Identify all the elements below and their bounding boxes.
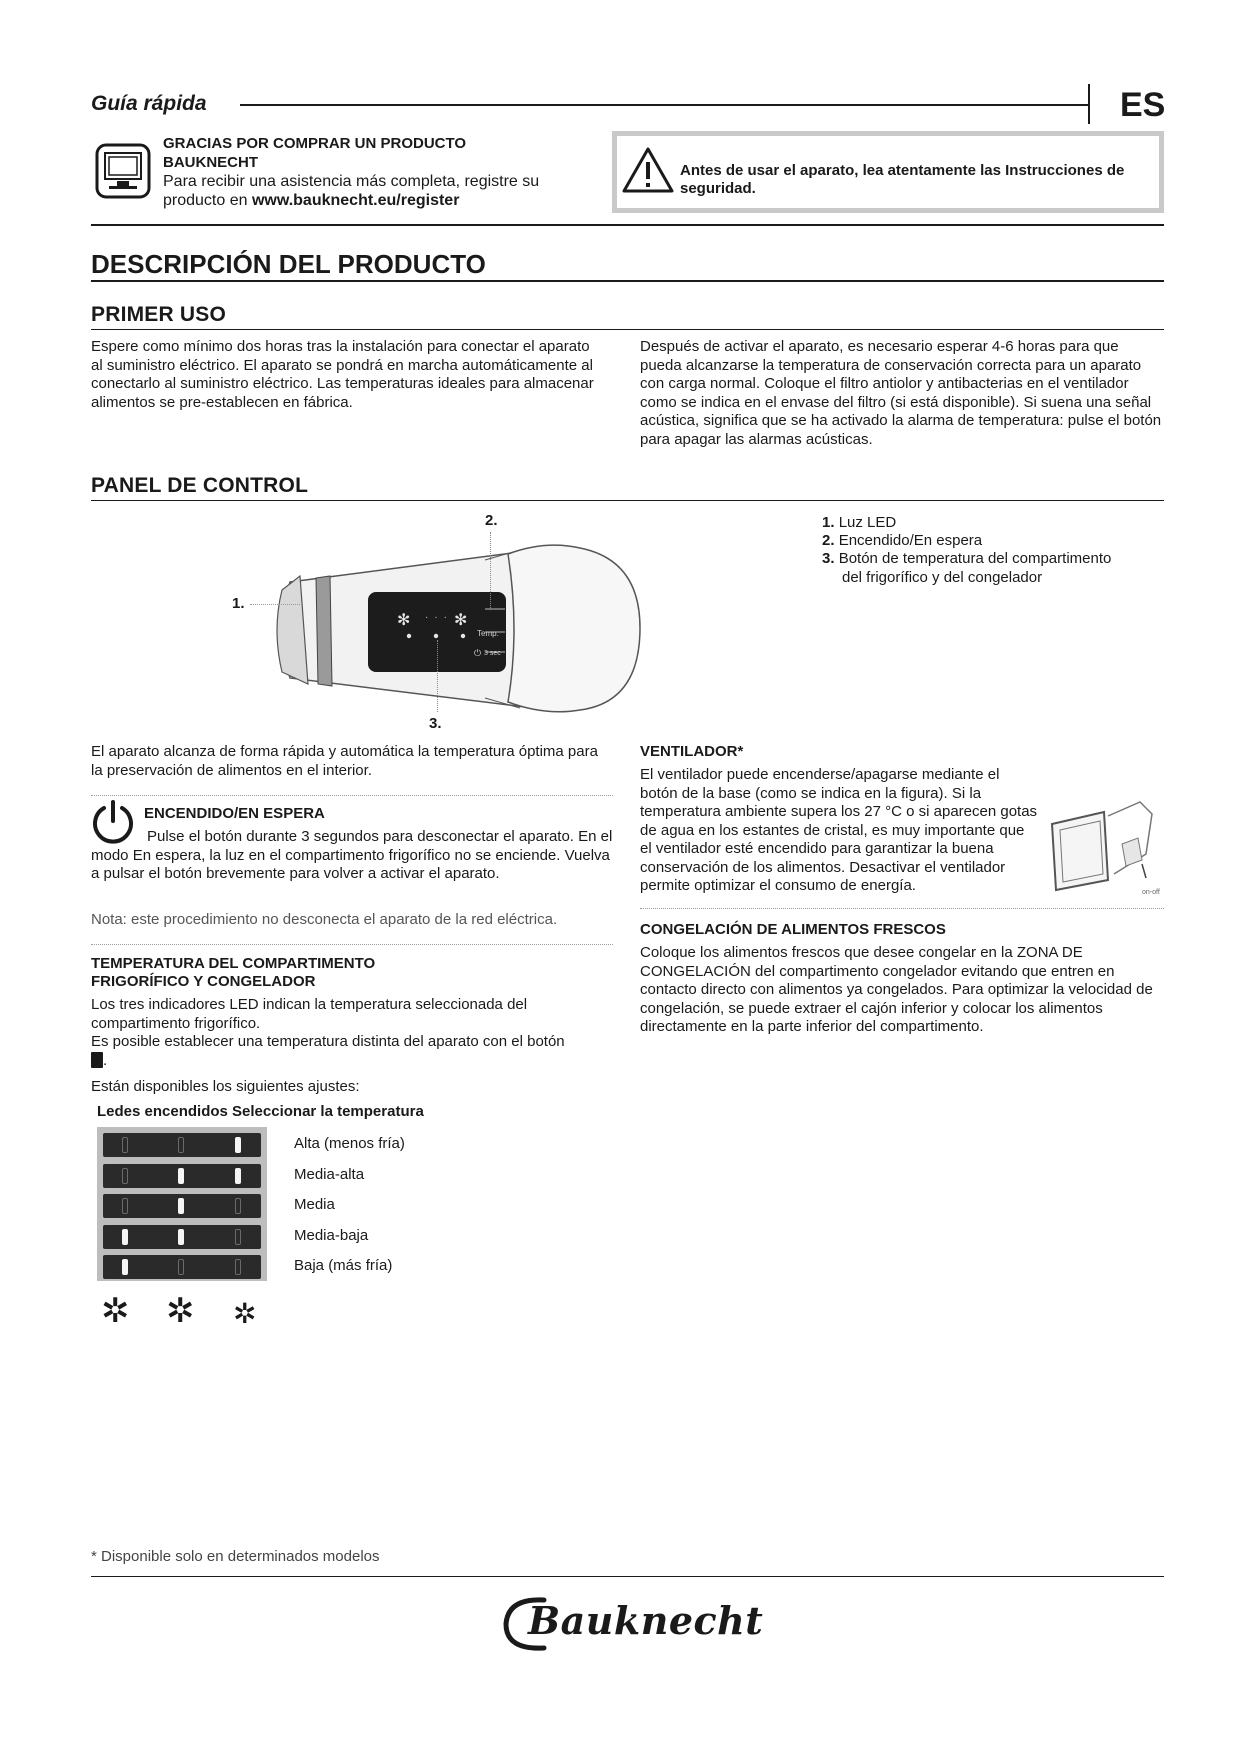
legend-item-2 bbox=[822, 532, 1122, 551]
legend-item-3 bbox=[822, 550, 1132, 587]
led-row bbox=[103, 1164, 261, 1188]
callout-3: 3. bbox=[429, 715, 442, 732]
led-off bbox=[122, 1198, 128, 1214]
footer-rule bbox=[91, 1576, 1164, 1577]
levels-table-header: Ledes encendidos Seleccionar la temperatura bbox=[97, 1103, 424, 1120]
led-row bbox=[103, 1255, 261, 1279]
led-on bbox=[178, 1198, 184, 1214]
led-row bbox=[103, 1194, 261, 1218]
fan-text bbox=[640, 766, 1164, 904]
temp-button-icon bbox=[91, 1052, 103, 1068]
snowflake-icon-medium: ✲ bbox=[166, 1292, 195, 1330]
standby-title: ENCENDIDO/EN ESPERA bbox=[144, 805, 325, 822]
product-description-rule bbox=[91, 280, 1164, 282]
brand-wordmark: Bauknecht bbox=[528, 1598, 764, 1643]
product-description-title: DESCRIPCIÓN DEL PRODUCTO bbox=[91, 249, 486, 279]
control-panel-intro: El aparato alcanza de forma rápida y automática la temperatura óptima para la preservación de alimentos en el interior. bbox=[91, 743, 598, 779]
thanks-text bbox=[163, 172, 553, 210]
temperature-level-label: Baja (más fría) bbox=[294, 1257, 393, 1274]
legend-text-1: Luz LED bbox=[838, 514, 897, 531]
fan-title: VENTILADOR* bbox=[640, 743, 744, 760]
callout-2-leader bbox=[490, 532, 491, 610]
led-off bbox=[178, 1137, 184, 1153]
led-off bbox=[122, 1137, 128, 1153]
warning-text: Antes de usar el aparato, lea atentamente las Instrucciones de seguridad. bbox=[680, 162, 1125, 197]
standby-separator bbox=[91, 944, 613, 945]
temperature-level-label: Media-baja bbox=[294, 1226, 369, 1244]
temperature-level-label: Alta (menos fría) bbox=[294, 1135, 405, 1152]
legend-text-2: Encendido/En espera bbox=[838, 532, 983, 549]
led-off bbox=[235, 1229, 241, 1245]
control-panel-rule bbox=[91, 500, 1164, 501]
temperature-level-label: Media bbox=[294, 1196, 335, 1213]
snowflake-icon-small: ✲ bbox=[233, 1298, 257, 1329]
temperature-text3: Están disponibles los siguientes ajustes: bbox=[91, 1078, 360, 1095]
temperature-text1: Los tres indicadores LED indican la temperatura seleccionada del compartimento frigorífico. bbox=[91, 996, 528, 1032]
legend-num-3: 3. bbox=[822, 550, 835, 567]
standby-text: Pulse el botón durante 3 segundos para desconectar el aparato. En el modo En espera, la luz en el compartimento frigorífico no se enciende. Vuelva a pulsar el botón brevemente para volver a activar el aparato. bbox=[91, 828, 613, 882]
legend-num-1: 1. bbox=[822, 514, 835, 531]
register-link[interactable]: www.bauknecht.eu/register bbox=[251, 192, 460, 209]
control-panel-title: PANEL DE CONTROL bbox=[91, 474, 309, 497]
first-use-rule bbox=[91, 329, 1164, 330]
header-bottom-rule bbox=[91, 224, 1164, 226]
led-row bbox=[103, 1133, 261, 1157]
first-use-col1: Espere como mínimo dos horas tras la instalación para conectar el aparato al suministro eléctrico. El aparato se pondrá en marcha automáticamente al conectarlo al suministro eléctrico. Las temperaturas ideales para almacenar alimentos se pre-establecen en fábrica. bbox=[91, 338, 594, 411]
led-on bbox=[178, 1168, 184, 1184]
intro-separator bbox=[91, 795, 613, 796]
monitor-icon bbox=[95, 143, 151, 199]
led-on bbox=[178, 1229, 184, 1245]
temperature-level-label: Media-alta bbox=[294, 1165, 365, 1183]
callout-1: 1. bbox=[232, 595, 245, 612]
panel-snowflake-icon-2: ✻ bbox=[454, 612, 468, 629]
first-use-title: PRIMER USO bbox=[91, 303, 227, 326]
led-off bbox=[178, 1259, 184, 1275]
temperature-title: TEMPERATURA DEL COMPARTIMENTO FRIGORÍFICO Y CONGELADOR bbox=[91, 955, 376, 990]
header-rule bbox=[240, 104, 1088, 106]
freezing-text: Coloque los alimentos frescos que desee congelar en la ZONA DE CONGELACIÓN del compartimento congelador evitando que entren en contacto directo con alimentos ya congelados. Para optimizar la velocidad de congelación, se puede extraer el cajón inferior y colocar los alimentos directamente en la parte inferior del compartimento. bbox=[640, 944, 1153, 1035]
thanks-body: Para recibir una asistencia más completa, registre su producto en bbox=[163, 173, 540, 209]
standby-note: Nota: este procedimiento no desconecta el aparato de la red eléctrica. bbox=[91, 911, 558, 928]
legend-text-3: Botón de temperatura del compartimento del frigorífico y del congelador bbox=[838, 550, 1112, 586]
fan-body: El ventilador puede encenderse/apagarse mediante el botón de la base (como se indica en la figura). Si la temperatura ambiente supera los 27 °C o si aparecen gotas de agua en los estantes de cristal, es muy importante que el ventilador esté encendido para garantizar la buena conservación de los alimentos. Desactivar el ventilador permite optimizar el consumo de energía. bbox=[640, 766, 1038, 894]
guide-title: Guía rápida bbox=[91, 92, 207, 115]
freezing-title: CONGELACIÓN DE ALIMENTOS FRESCOS bbox=[640, 921, 946, 938]
led-off bbox=[235, 1259, 241, 1275]
panel-snowflake-icon: ✻ bbox=[397, 612, 411, 629]
language-code: ES bbox=[1120, 86, 1166, 124]
bauknecht-logo bbox=[500, 1590, 764, 1654]
led-on bbox=[235, 1137, 241, 1153]
led-on bbox=[122, 1229, 128, 1245]
panel-temp-label: Temp. bbox=[477, 629, 499, 638]
callout-1-leader bbox=[250, 604, 302, 605]
led-on bbox=[235, 1168, 241, 1184]
fan-figure bbox=[1042, 794, 1164, 904]
thanks-title: GRACIAS POR COMPRAR UN PRODUCTO BAUKNECHT bbox=[163, 135, 467, 171]
fan-separator bbox=[640, 908, 1164, 909]
panel-power-icon: ⏻ bbox=[474, 648, 482, 658]
temperature-text2b: . bbox=[103, 1051, 108, 1069]
warning-icon bbox=[622, 146, 674, 194]
led-off bbox=[235, 1198, 241, 1214]
led-row bbox=[103, 1225, 261, 1249]
callout-3-leader bbox=[437, 640, 438, 712]
temperature-text2a: Es posible establecer una temperatura distinta del aparato con el botón bbox=[91, 1033, 565, 1050]
snowflake-icon-large: ✲ bbox=[101, 1292, 130, 1330]
footnote: * Disponible solo en determinados modelos bbox=[91, 1548, 380, 1565]
panel-led-dots: ··· bbox=[425, 612, 453, 623]
legend-num-2: 2. bbox=[822, 532, 835, 549]
led-off bbox=[122, 1168, 128, 1184]
fan-figure-label: on-off bbox=[1142, 889, 1160, 896]
first-use-col2: Después de activar el aparato, es necesario esperar 4-6 horas para que pueda alcanzarse la temperatura de conservación correcta para un aparato con carga normal. Coloque el filtro antiolor y antibacterias en el ventilador como se indica en el envase del filtro (si está disponible). Si suena una señal acústica, significa que se ha activado la alarma de temperatura: pulse el botón para apagar las alarmas acústicas. bbox=[640, 338, 1162, 448]
header-rule-tick bbox=[1088, 84, 1090, 124]
temperature-text2 bbox=[91, 1033, 571, 1070]
callout-2: 2. bbox=[485, 512, 498, 529]
panel-power-label: 3 sec bbox=[484, 650, 501, 657]
legend-item-1 bbox=[822, 514, 1122, 533]
led-on bbox=[122, 1259, 128, 1275]
